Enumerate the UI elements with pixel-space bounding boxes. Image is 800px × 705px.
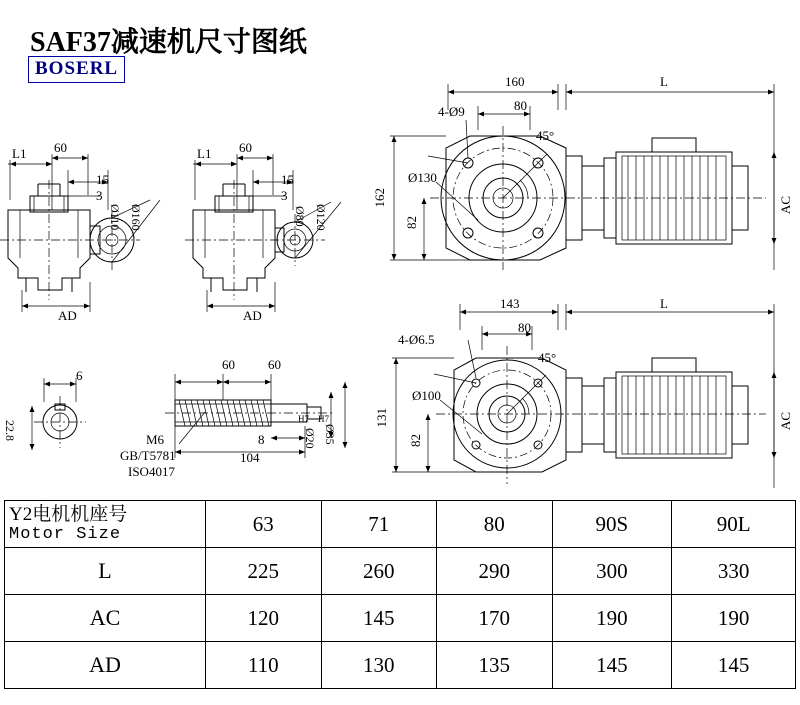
table-row	[5, 595, 796, 642]
table-col-80: 80	[437, 501, 553, 548]
view-left-top-2	[185, 140, 360, 320]
cell-l-90s: 300	[552, 548, 672, 595]
dim-d130: Ø130	[408, 170, 437, 185]
cell-l-80: 290	[437, 548, 553, 595]
dim-45deg-bottom: 45°	[538, 350, 557, 365]
dim-60-key-b: 60	[268, 357, 281, 372]
dim-143-main-bottom: 143	[500, 296, 520, 311]
dim-l-main-top: L	[660, 74, 668, 89]
cell-ad-90s: 145	[552, 642, 672, 689]
table-row	[5, 548, 796, 595]
label-m6: M6	[146, 432, 165, 447]
dim-d80-left2: Ø80	[293, 206, 307, 227]
dim-4xd9: 4-Ø9	[438, 104, 465, 119]
cell-ac-90l: 190	[672, 595, 796, 642]
row-label-ad: AD	[5, 642, 206, 689]
dim-ac-bottom: AC	[778, 412, 793, 431]
dim-h7-a: H7	[298, 414, 309, 424]
dim-162: 162	[372, 188, 387, 208]
dim-d35-key: Ø35	[323, 424, 337, 445]
dim-131: 131	[374, 408, 389, 428]
dim-60-left1: 60	[54, 140, 67, 155]
brand-logo: BOSERL	[28, 56, 125, 83]
row-label-l: L	[5, 548, 206, 595]
table-row	[5, 642, 796, 689]
dim-60-key-a: 60	[222, 357, 235, 372]
dim-d120-left2: Ø120	[314, 204, 328, 231]
spec-table	[4, 500, 796, 689]
page-title: SAF37减速机尺寸图纸	[30, 27, 307, 58]
dim-d110-left1: Ø110	[108, 204, 122, 231]
dim-4xd6-5: 4-Ø6.5	[398, 332, 435, 347]
view-shaft-detail	[14, 368, 124, 468]
view-left-top-1	[0, 140, 175, 320]
cell-ac-80: 170	[437, 595, 553, 642]
cell-ad-90l: 145	[672, 642, 796, 689]
dim-15-left1: 15	[96, 172, 109, 187]
cell-ac-90s: 190	[552, 595, 672, 642]
dim-60-left2: 60	[239, 140, 252, 155]
dim-h7-b: H7	[318, 414, 329, 424]
dim-d160-left1: Ø160	[129, 204, 143, 231]
dim-15-left2: 15	[281, 172, 294, 187]
table-col-90s: 90S	[552, 501, 672, 548]
dim-ad-left1: AD	[58, 308, 77, 323]
dim-d20-key: Ø20	[303, 428, 317, 449]
dim-l-main-bottom: L	[660, 296, 668, 311]
cell-l-63: 225	[206, 548, 322, 595]
table-header-label-cn: Y2电机机座号	[9, 503, 128, 525]
table-col-63: 63	[206, 501, 322, 548]
table-header-label	[5, 501, 206, 548]
table-header-label-en: Motor Size	[9, 525, 122, 545]
dim-8-key: 8	[258, 432, 265, 447]
cell-ad-63: 110	[206, 642, 322, 689]
dim-104-key: 104	[240, 450, 260, 465]
cell-ac-63: 120	[206, 595, 322, 642]
dim-d100: Ø100	[412, 388, 441, 403]
dim-80-main-top: 80	[514, 98, 527, 113]
dim-ad-left2: AD	[243, 308, 262, 323]
dim-160-main-top: 160	[505, 74, 525, 89]
dim-3-left1: 3	[96, 188, 103, 203]
table-col-71: 71	[321, 501, 437, 548]
dim-3-left2: 3	[281, 188, 288, 203]
label-gbt5781: GB/T5781	[120, 448, 176, 463]
cell-ad-71: 130	[321, 642, 437, 689]
label-iso4017: ISO4017	[128, 464, 175, 479]
cell-l-90l: 330	[672, 548, 796, 595]
dim-22-8-shaft: 22.8	[3, 420, 17, 441]
cell-ad-80: 135	[437, 642, 553, 689]
cell-l-71: 260	[321, 548, 437, 595]
dim-45deg-top: 45°	[536, 128, 555, 143]
dim-82-bottom: 82	[408, 434, 423, 447]
row-label-ac: AC	[5, 595, 206, 642]
dim-6-shaft: 6	[76, 368, 83, 383]
table-header-row	[5, 501, 796, 548]
cell-ac-71: 145	[321, 595, 437, 642]
dim-82-top: 82	[404, 216, 419, 229]
table-col-90l: 90L	[672, 501, 796, 548]
dim-l1-left2: L1	[197, 146, 212, 161]
dim-ac-top: AC	[778, 196, 793, 215]
dim-l1-left1: L1	[12, 146, 27, 161]
dim-80-main-bottom: 80	[518, 320, 531, 335]
